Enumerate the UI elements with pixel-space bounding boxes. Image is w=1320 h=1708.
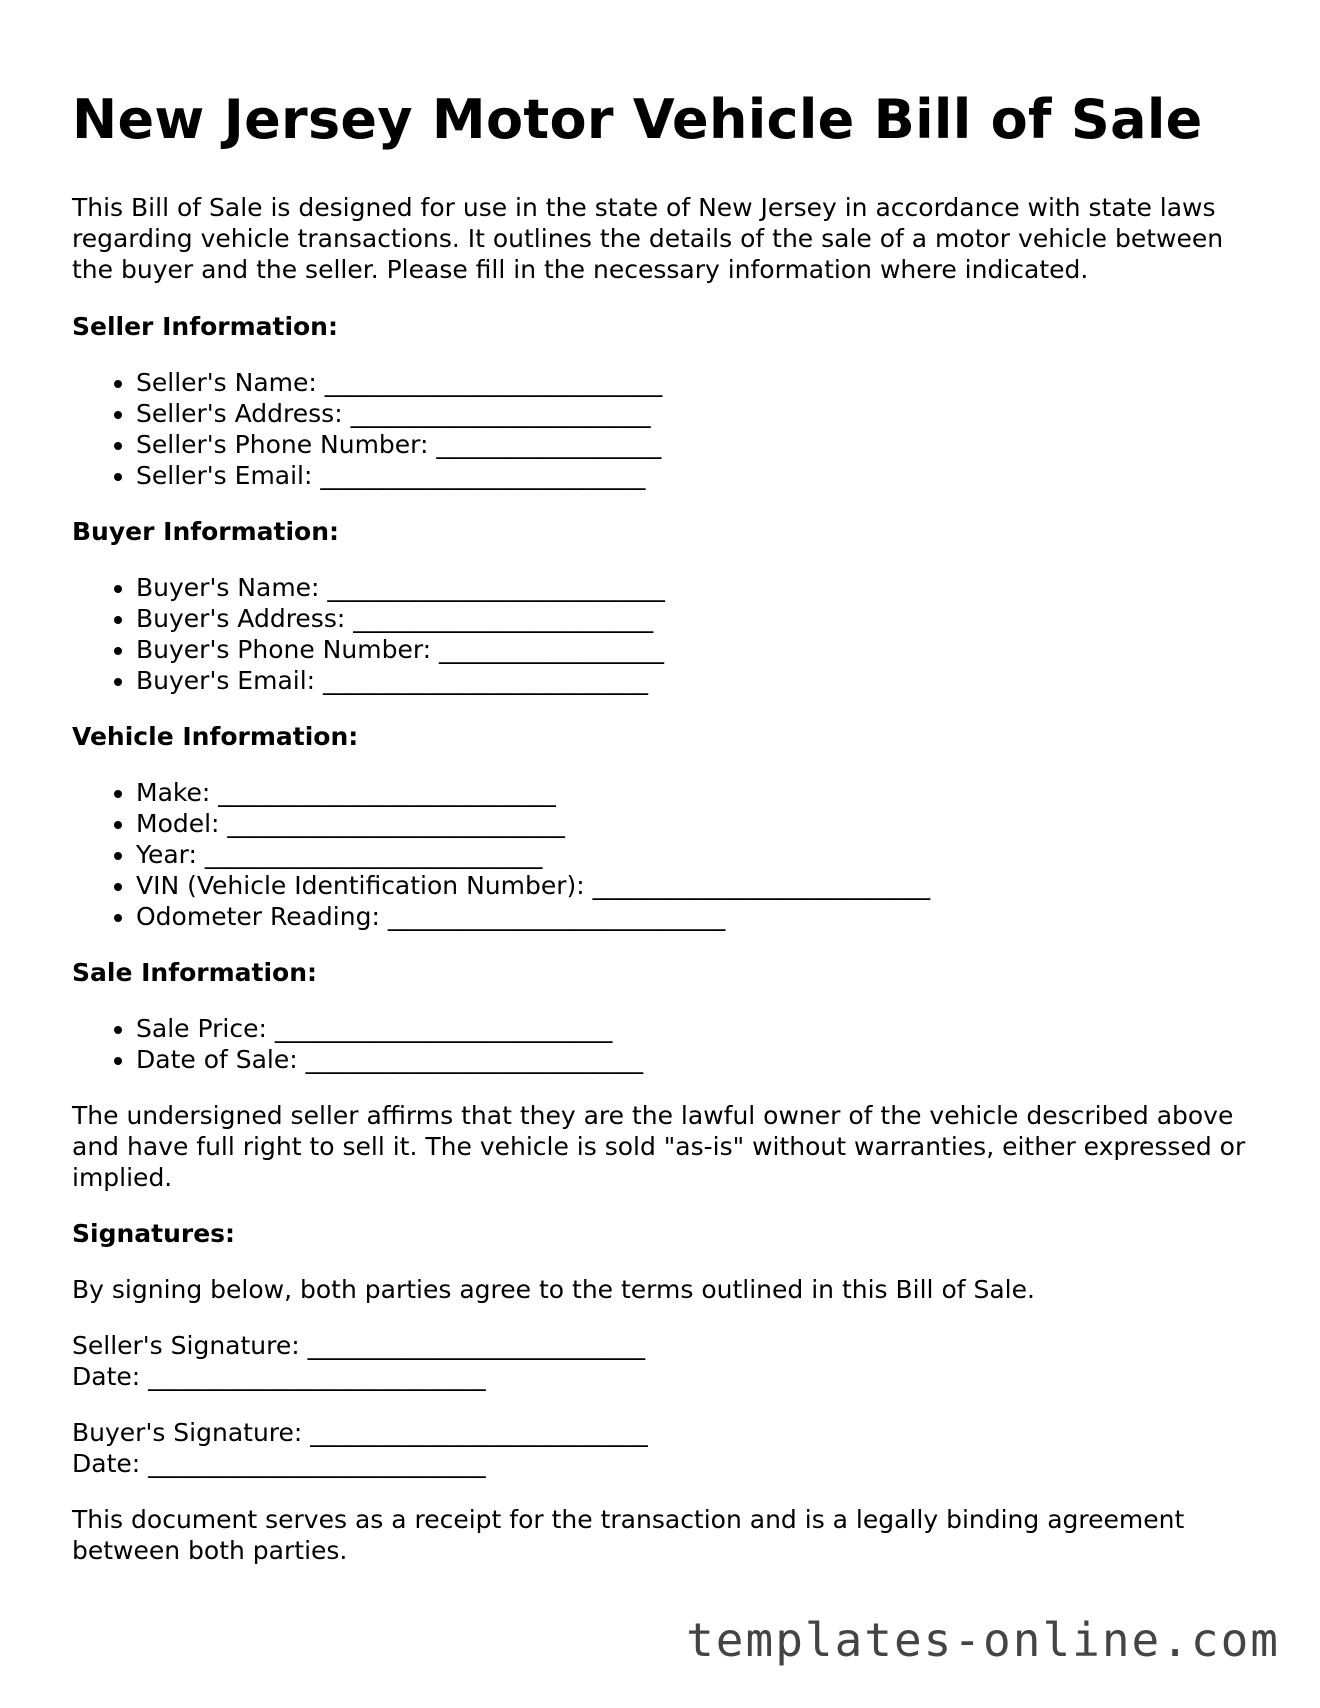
seller-date-field[interactable]: Date: ___________________________ (72, 1362, 486, 1391)
buyer-phone-field[interactable]: • Buyer's Phone Number: __________________ (136, 634, 1252, 665)
seller-field-list (72, 367, 1252, 491)
buyer-name-field[interactable]: • Buyer's Name: ___________________________ (136, 572, 1252, 603)
sale-price-field[interactable]: • Sale Price: ___________________________ (136, 1013, 1252, 1044)
seller-address-field[interactable]: • Seller's Address: ________________________ (136, 398, 1252, 429)
sale-field-list (72, 1013, 1252, 1075)
document-page (72, 88, 1252, 1566)
buyer-signature-block (72, 1417, 1252, 1479)
vehicle-vin-field[interactable]: • VIN (Vehicle Identification Number): ___________________________ (136, 870, 1252, 901)
buyer-address-field[interactable]: • Buyer's Address: ________________________ (136, 603, 1252, 634)
vehicle-year-field[interactable]: • Year: ___________________________ (136, 839, 1252, 870)
buyer-date-field[interactable]: Date: ___________________________ (72, 1449, 486, 1478)
seller-phone-field[interactable]: • Seller's Phone Number: __________________ (136, 429, 1252, 460)
sale-section-heading: Sale Information: (72, 958, 317, 987)
buyer-section-heading: Buyer Information: (72, 517, 340, 546)
closing-paragraph: This document serves as a receipt for the transaction and is a legally binding agreement between both parties. (72, 1505, 1185, 1565)
signatures-section-heading: Signatures: (72, 1219, 236, 1248)
seller-email-field[interactable]: • Seller's Email: __________________________ (136, 460, 1252, 491)
seller-signature-block (72, 1330, 1252, 1392)
buyer-field-list (72, 572, 1252, 696)
vehicle-model-field[interactable]: • Model: ___________________________ (136, 808, 1252, 839)
buyer-email-field[interactable]: • Buyer's Email: __________________________ (136, 665, 1252, 696)
seller-signature-field[interactable]: Seller's Signature: ___________________________ (72, 1331, 646, 1360)
intro-paragraph: This Bill of Sale is designed for use in the state of New Jersey in accordance with state laws regarding vehicle transactions. It outlines the details of the sale of a motor vehicle between the buyer and the seller. Please fill in the necessary information where indicated. (72, 193, 1224, 284)
vehicle-section-heading: Vehicle Information: (72, 722, 359, 751)
vehicle-odometer-field[interactable]: • Odometer Reading: ___________________________ (136, 901, 1252, 932)
affirmation-paragraph: The undersigned seller affirms that they are the lawful owner of the vehicle described above and have full right to sell it. The vehicle is sold "as-is" without warranties, either expressed or implied. (72, 1101, 1246, 1192)
vehicle-make-field[interactable]: • Make: ___________________________ (136, 777, 1252, 808)
signatures-statement: By signing below, both parties agree to the terms outlined in this Bill of Sale. (72, 1275, 1035, 1304)
sale-date-field[interactable]: • Date of Sale: ___________________________ (136, 1044, 1252, 1075)
buyer-signature-field[interactable]: Buyer's Signature: ___________________________ (72, 1418, 648, 1447)
document-title: New Jersey Motor Vehicle Bill of Sale (72, 88, 1203, 151)
seller-name-field[interactable]: • Seller's Name: ___________________________ (136, 367, 1252, 398)
vehicle-field-list (72, 777, 1252, 932)
seller-section-heading: Seller Information: (72, 312, 338, 341)
watermark: templates-online.com (686, 1613, 1280, 1667)
